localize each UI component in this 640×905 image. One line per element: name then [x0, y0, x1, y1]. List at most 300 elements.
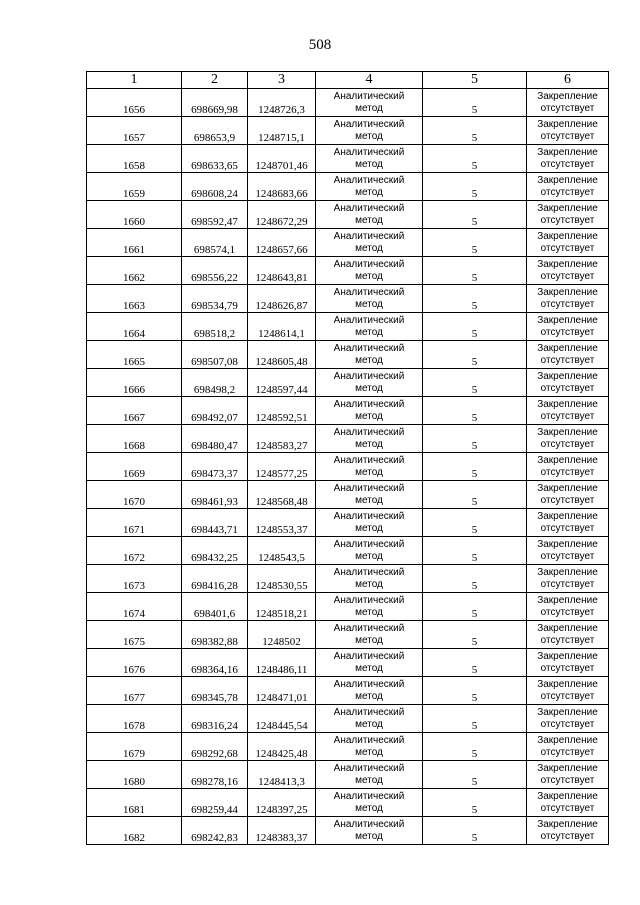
method-line-1: Аналитический [333, 314, 405, 326]
table-row [87, 313, 609, 341]
method-cell [316, 369, 423, 397]
fixation-cell [527, 705, 609, 733]
accuracy-cell: 5 [423, 425, 527, 453]
method-line-2: метод [355, 102, 383, 114]
method-cell [316, 257, 423, 285]
method-line-1: Аналитический [333, 258, 405, 270]
fixation-line-1: Закрепление [537, 510, 598, 522]
point-number: 1657 [87, 117, 182, 145]
fixation-cell [527, 593, 609, 621]
page-number: 508 [308, 37, 332, 53]
point-number: 1663 [87, 285, 182, 313]
table-row [87, 369, 609, 397]
table-row [87, 397, 609, 425]
coordinate-x: 698316,24 [182, 705, 248, 733]
point-number: 1659 [87, 173, 182, 201]
coordinate-y: 1248597,44 [248, 369, 316, 397]
fixation-line-1: Закрепление [537, 202, 598, 214]
fixation-line-2: отсутствует [540, 382, 595, 394]
method-line-2: метод [355, 354, 383, 366]
fixation-line-2: отсутствует [540, 830, 595, 842]
fixation-cell [527, 341, 609, 369]
table-row [87, 173, 609, 201]
point-number: 1670 [87, 481, 182, 509]
coordinate-x: 698534,79 [182, 285, 248, 313]
method-cell [316, 145, 423, 173]
method-line-1: Аналитический [333, 622, 405, 634]
accuracy-cell: 5 [423, 145, 527, 173]
point-number: 1675 [87, 621, 182, 649]
accuracy-cell: 5 [423, 705, 527, 733]
method-cell [316, 705, 423, 733]
coordinate-x: 698669,98 [182, 89, 248, 117]
point-number: 1682 [87, 817, 182, 845]
header-col-2: 2 [182, 72, 248, 89]
coordinate-x: 698461,93 [182, 481, 248, 509]
accuracy-cell: 5 [423, 509, 527, 537]
accuracy-cell: 5 [423, 677, 527, 705]
method-line-1: Аналитический [333, 538, 405, 550]
header-row [87, 72, 609, 89]
table-row [87, 453, 609, 481]
point-number: 1681 [87, 789, 182, 817]
method-cell [316, 453, 423, 481]
fixation-line-2: отсутствует [540, 242, 595, 254]
method-line-2: метод [355, 186, 383, 198]
method-line-1: Аналитический [333, 398, 405, 410]
method-cell [316, 509, 423, 537]
fixation-line-2: отсутствует [540, 690, 595, 702]
method-line-1: Аналитический [333, 90, 405, 102]
fixation-line-2: отсутствует [540, 578, 595, 590]
table-row [87, 705, 609, 733]
fixation-cell [527, 89, 609, 117]
coordinate-y: 1248715,1 [248, 117, 316, 145]
coordinate-y: 1248543,5 [248, 537, 316, 565]
method-cell [316, 537, 423, 565]
table-row [87, 565, 609, 593]
table-row [87, 285, 609, 313]
fixation-line-1: Закрепление [537, 678, 598, 690]
method-line-1: Аналитический [333, 342, 405, 354]
point-number: 1680 [87, 761, 182, 789]
table-row [87, 481, 609, 509]
method-line-2: метод [355, 606, 383, 618]
fixation-line-1: Закрепление [537, 538, 598, 550]
fixation-line-1: Закрепление [537, 790, 598, 802]
fixation-line-1: Закрепление [537, 594, 598, 606]
table-row [87, 677, 609, 705]
method-line-1: Аналитический [333, 566, 405, 578]
table-row [87, 621, 609, 649]
coordinate-y: 1248553,37 [248, 509, 316, 537]
method-line-1: Аналитический [333, 286, 405, 298]
coordinate-x: 698382,88 [182, 621, 248, 649]
fixation-line-2: отсутствует [540, 634, 595, 646]
method-line-2: метод [355, 522, 383, 534]
fixation-line-1: Закрепление [537, 286, 598, 298]
coordinate-y: 1248592,51 [248, 397, 316, 425]
coordinate-y: 1248657,66 [248, 229, 316, 257]
coordinate-x: 698556,22 [182, 257, 248, 285]
accuracy-cell: 5 [423, 341, 527, 369]
accuracy-cell: 5 [423, 593, 527, 621]
fixation-line-1: Закрепление [537, 258, 598, 270]
method-cell [316, 565, 423, 593]
accuracy-cell: 5 [423, 817, 527, 845]
fixation-line-1: Закрепление [537, 454, 598, 466]
fixation-cell [527, 649, 609, 677]
fixation-cell [527, 509, 609, 537]
fixation-line-2: отсутствует [540, 774, 595, 786]
fixation-line-1: Закрепление [537, 762, 598, 774]
fixation-cell [527, 481, 609, 509]
method-cell [316, 425, 423, 453]
method-line-2: метод [355, 158, 383, 170]
fixation-line-1: Закрепление [537, 118, 598, 130]
coordinate-x: 698608,24 [182, 173, 248, 201]
coordinate-x: 698473,37 [182, 453, 248, 481]
point-number: 1671 [87, 509, 182, 537]
fixation-line-1: Закрепление [537, 426, 598, 438]
accuracy-cell: 5 [423, 229, 527, 257]
fixation-line-1: Закрепление [537, 90, 598, 102]
point-number: 1677 [87, 677, 182, 705]
accuracy-cell: 5 [423, 369, 527, 397]
fixation-line-1: Закрепление [537, 566, 598, 578]
accuracy-cell: 5 [423, 89, 527, 117]
method-line-1: Аналитический [333, 818, 405, 830]
coordinate-x: 698653,9 [182, 117, 248, 145]
method-line-1: Аналитический [333, 762, 405, 774]
method-line-2: метод [355, 214, 383, 226]
method-cell [316, 649, 423, 677]
coordinate-y: 1248445,54 [248, 705, 316, 733]
method-line-2: метод [355, 410, 383, 422]
fixation-line-2: отсутствует [540, 662, 595, 674]
coordinate-x: 698480,47 [182, 425, 248, 453]
fixation-line-1: Закрепление [537, 370, 598, 382]
fixation-cell [527, 229, 609, 257]
fixation-cell [527, 257, 609, 285]
method-line-2: метод [355, 326, 383, 338]
coordinate-y: 1248502 [248, 621, 316, 649]
fixation-line-1: Закрепление [537, 314, 598, 326]
fixation-line-2: отсутствует [540, 746, 595, 758]
method-line-1: Аналитический [333, 482, 405, 494]
coordinate-x: 698633,65 [182, 145, 248, 173]
coordinate-y: 1248518,21 [248, 593, 316, 621]
coordinate-x: 698518,2 [182, 313, 248, 341]
coordinate-y: 1248643,81 [248, 257, 316, 285]
fixation-line-1: Закрепление [537, 230, 598, 242]
method-line-1: Аналитический [333, 174, 405, 186]
point-number: 1672 [87, 537, 182, 565]
table-row [87, 649, 609, 677]
table-row [87, 145, 609, 173]
point-number: 1664 [87, 313, 182, 341]
fixation-line-1: Закрепление [537, 706, 598, 718]
method-cell [316, 341, 423, 369]
table-row [87, 593, 609, 621]
coordinate-y: 1248383,37 [248, 817, 316, 845]
method-line-2: метод [355, 550, 383, 562]
method-line-1: Аналитический [333, 510, 405, 522]
fixation-cell [527, 789, 609, 817]
accuracy-cell: 5 [423, 789, 527, 817]
coordinate-x: 698432,25 [182, 537, 248, 565]
accuracy-cell: 5 [423, 537, 527, 565]
method-cell [316, 201, 423, 229]
point-number: 1660 [87, 201, 182, 229]
method-line-2: метод [355, 270, 383, 282]
method-line-1: Аналитический [333, 790, 405, 802]
coordinate-y: 1248530,55 [248, 565, 316, 593]
point-number: 1678 [87, 705, 182, 733]
fixation-line-1: Закрепление [537, 342, 598, 354]
coordinate-y: 1248583,27 [248, 425, 316, 453]
fixation-cell [527, 761, 609, 789]
coordinate-y: 1248726,3 [248, 89, 316, 117]
coordinate-y: 1248626,87 [248, 285, 316, 313]
method-cell [316, 173, 423, 201]
coordinate-x: 698498,2 [182, 369, 248, 397]
header-col-5: 5 [423, 72, 527, 89]
table-row [87, 229, 609, 257]
table-row [87, 425, 609, 453]
method-line-1: Аналитический [333, 706, 405, 718]
fixation-line-2: отсутствует [540, 270, 595, 282]
method-line-1: Аналитический [333, 202, 405, 214]
coordinate-x: 698401,6 [182, 593, 248, 621]
accuracy-cell: 5 [423, 733, 527, 761]
method-cell [316, 761, 423, 789]
table-body [87, 89, 609, 845]
method-cell [316, 229, 423, 257]
method-line-2: метод [355, 718, 383, 730]
header-col-3: 3 [248, 72, 316, 89]
table-row [87, 761, 609, 789]
method-line-1: Аналитический [333, 650, 405, 662]
coordinate-y: 1248486,11 [248, 649, 316, 677]
method-cell [316, 89, 423, 117]
fixation-line-2: отсутствует [540, 494, 595, 506]
table-row [87, 257, 609, 285]
method-line-1: Аналитический [333, 426, 405, 438]
coordinate-x: 698292,68 [182, 733, 248, 761]
table-row [87, 89, 609, 117]
coordinate-y: 1248568,48 [248, 481, 316, 509]
fixation-line-2: отсутствует [540, 466, 595, 478]
point-number: 1669 [87, 453, 182, 481]
point-number: 1658 [87, 145, 182, 173]
coordinate-y: 1248672,29 [248, 201, 316, 229]
table-row [87, 201, 609, 229]
method-line-1: Аналитический [333, 146, 405, 158]
accuracy-cell: 5 [423, 201, 527, 229]
fixation-line-2: отсутствует [540, 214, 595, 226]
method-cell [316, 817, 423, 845]
method-line-2: метод [355, 382, 383, 394]
fixation-cell [527, 201, 609, 229]
fixation-cell [527, 425, 609, 453]
fixation-line-2: отсутствует [540, 522, 595, 534]
fixation-cell [527, 117, 609, 145]
coordinate-x: 698443,71 [182, 509, 248, 537]
method-cell [316, 397, 423, 425]
point-number: 1676 [87, 649, 182, 677]
table-row [87, 817, 609, 845]
point-number: 1674 [87, 593, 182, 621]
method-line-1: Аналитический [333, 594, 405, 606]
coordinate-x: 698242,83 [182, 817, 248, 845]
fixation-cell [527, 733, 609, 761]
coordinate-y: 1248413,3 [248, 761, 316, 789]
method-line-2: метод [355, 662, 383, 674]
fixation-line-2: отсутствует [540, 606, 595, 618]
accuracy-cell: 5 [423, 649, 527, 677]
header-col-4: 4 [316, 72, 423, 89]
method-line-2: метод [355, 438, 383, 450]
fixation-line-2: отсутствует [540, 326, 595, 338]
coordinate-y: 1248701,46 [248, 145, 316, 173]
method-line-2: метод [355, 242, 383, 254]
fixation-line-1: Закрепление [537, 622, 598, 634]
table-row [87, 117, 609, 145]
fixation-line-2: отсутствует [540, 718, 595, 730]
fixation-line-1: Закрепление [537, 734, 598, 746]
fixation-cell [527, 397, 609, 425]
table-row [87, 537, 609, 565]
fixation-cell [527, 369, 609, 397]
method-line-2: метод [355, 298, 383, 310]
fixation-cell [527, 453, 609, 481]
coordinate-x: 698507,08 [182, 341, 248, 369]
method-line-2: метод [355, 830, 383, 842]
method-line-1: Аналитический [333, 678, 405, 690]
coordinates-table [86, 71, 609, 845]
coordinate-x: 698364,16 [182, 649, 248, 677]
point-number: 1665 [87, 341, 182, 369]
accuracy-cell: 5 [423, 285, 527, 313]
fixation-cell [527, 565, 609, 593]
table-row [87, 789, 609, 817]
fixation-cell [527, 817, 609, 845]
method-cell [316, 677, 423, 705]
fixation-line-2: отсутствует [540, 130, 595, 142]
coordinate-y: 1248397,25 [248, 789, 316, 817]
fixation-cell [527, 313, 609, 341]
fixation-line-2: отсутствует [540, 186, 595, 198]
accuracy-cell: 5 [423, 481, 527, 509]
accuracy-cell: 5 [423, 761, 527, 789]
fixation-cell [527, 173, 609, 201]
fixation-line-1: Закрепление [537, 482, 598, 494]
accuracy-cell: 5 [423, 313, 527, 341]
accuracy-cell: 5 [423, 565, 527, 593]
method-line-2: метод [355, 746, 383, 758]
method-line-2: метод [355, 130, 383, 142]
fixation-line-1: Закрепление [537, 146, 598, 158]
method-cell [316, 621, 423, 649]
coordinate-x: 698574,1 [182, 229, 248, 257]
table-row [87, 341, 609, 369]
method-cell [316, 285, 423, 313]
fixation-cell [527, 621, 609, 649]
coordinate-y: 1248471,01 [248, 677, 316, 705]
fixation-line-2: отсутствует [540, 298, 595, 310]
header-col-6: 6 [527, 72, 609, 89]
coordinate-x: 698416,28 [182, 565, 248, 593]
coordinate-y: 1248683,66 [248, 173, 316, 201]
fixation-cell [527, 285, 609, 313]
coordinate-x: 698345,78 [182, 677, 248, 705]
method-line-1: Аналитический [333, 454, 405, 466]
header-col-1: 1 [87, 72, 182, 89]
method-line-2: метод [355, 578, 383, 590]
method-line-2: метод [355, 466, 383, 478]
point-number: 1667 [87, 397, 182, 425]
fixation-line-2: отсутствует [540, 438, 595, 450]
method-cell [316, 789, 423, 817]
fixation-cell [527, 145, 609, 173]
point-number: 1673 [87, 565, 182, 593]
fixation-cell [527, 537, 609, 565]
accuracy-cell: 5 [423, 453, 527, 481]
accuracy-cell: 5 [423, 257, 527, 285]
method-cell [316, 481, 423, 509]
method-line-2: метод [355, 802, 383, 814]
coordinate-y: 1248614,1 [248, 313, 316, 341]
point-number: 1661 [87, 229, 182, 257]
fixation-line-2: отсутствует [540, 550, 595, 562]
method-line-1: Аналитический [333, 734, 405, 746]
accuracy-cell: 5 [423, 397, 527, 425]
coordinate-y: 1248577,25 [248, 453, 316, 481]
accuracy-cell: 5 [423, 173, 527, 201]
method-line-1: Аналитический [333, 118, 405, 130]
method-cell [316, 733, 423, 761]
method-line-1: Аналитический [333, 230, 405, 242]
method-line-2: метод [355, 774, 383, 786]
coordinate-x: 698278,16 [182, 761, 248, 789]
table-row [87, 733, 609, 761]
table-row [87, 509, 609, 537]
fixation-line-1: Закрепление [537, 174, 598, 186]
method-cell [316, 117, 423, 145]
point-number: 1656 [87, 89, 182, 117]
point-number: 1668 [87, 425, 182, 453]
point-number: 1662 [87, 257, 182, 285]
coordinate-x: 698259,44 [182, 789, 248, 817]
fixation-line-1: Закрепление [537, 818, 598, 830]
point-number: 1666 [87, 369, 182, 397]
fixation-line-1: Закрепление [537, 398, 598, 410]
method-cell [316, 313, 423, 341]
method-cell [316, 593, 423, 621]
method-line-2: метод [355, 634, 383, 646]
fixation-line-2: отсутствует [540, 158, 595, 170]
coordinate-x: 698592,47 [182, 201, 248, 229]
fixation-line-2: отсутствует [540, 354, 595, 366]
fixation-line-2: отсутствует [540, 410, 595, 422]
accuracy-cell: 5 [423, 621, 527, 649]
point-number: 1679 [87, 733, 182, 761]
coordinate-x: 698492,07 [182, 397, 248, 425]
fixation-line-1: Закрепление [537, 650, 598, 662]
fixation-line-2: отсутствует [540, 802, 595, 814]
method-line-2: метод [355, 690, 383, 702]
